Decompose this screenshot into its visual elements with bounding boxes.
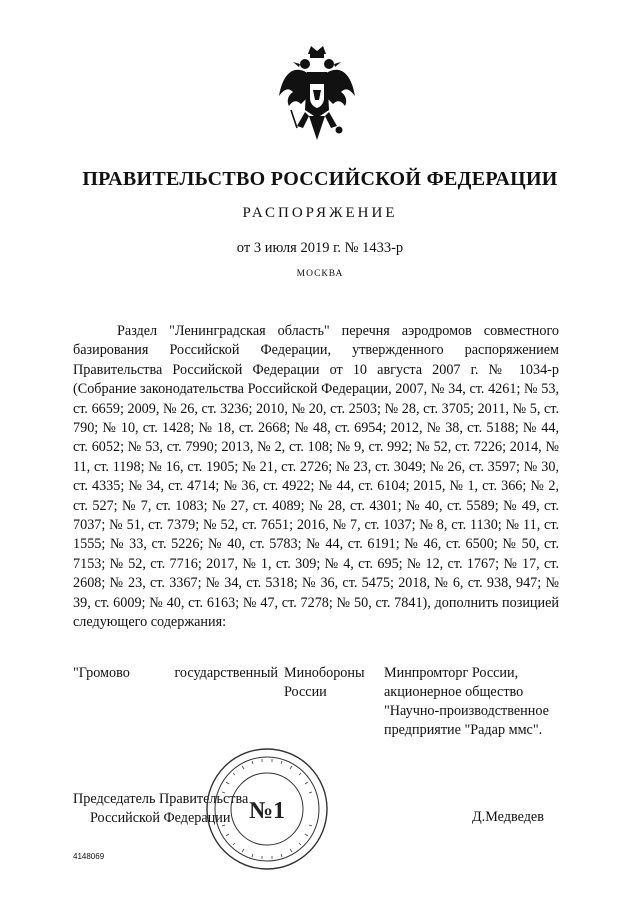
document-date-number: от 3 июля 2019 г. № 1433-р (236, 240, 404, 256)
entry-aerodrome-name: "Громово государственный (73, 665, 278, 681)
signature-name: Д.Медведев (472, 809, 544, 825)
document-code: 4148069 (73, 852, 105, 861)
signature-title-line2: Российской Федерации (90, 810, 231, 826)
official-seal (204, 746, 330, 872)
russian-coat-of-arms-icon (275, 44, 359, 148)
entry-organizations: Минпромторг России, акционерное общество "Научно-производственное предприятие "Радар ммс". (384, 665, 549, 738)
signature-title-line1: Председатель Правительства (73, 791, 249, 807)
government-title: ПРАВИТЕЛЬСТВО РОССИЙСКОЙ ФЕДЕРАЦИИ (82, 168, 558, 190)
document-type: РАСПОРЯЖЕНИЕ (242, 205, 398, 221)
main-paragraph: Раздел "Ленинградская область" перечня аэродромов совместного базирования Российской Федерации, утвержденного распоряжением Правительства Российской Федерации от 10 августа 2007 г. № 1034-р (Собрание законодательства Российской Федерации, 2007, № 34, ст. 4261; № 53, ст. 6659; 2009, № 26, ст. 3236; 2010, № 20, ст. 2503; № 28, ст. 3705; 2011, № 5, ст. 790; № 10, ст. 1428; № 18, ст. 2668; № 48, ст. 6954; 2012, № 38, ст. 5188; № 44, ст. 6052; № 53, ст. 7990; 2013, № 2, ст. 108; № 9, ст. 992; № 52, ст. 7226; 2014, № 11, ст. 1198; № 16, ст. 1905; № 21, ст. 2726; № 23, ст. 3049; № 26, ст. 3597; № 30, ст. 4335; № 34, ст. 4714; № 36, ст. 4922; № 44, ст. 6104; 2015, № 1, ст. 366; № 2, ст. 527; № 7, ст. 1083; № 27, ст. 4089; № 28, ст. 4301; № 40, ст. 5589; № 49, ст. 7037; № 51, ст. 7379; № 52, ст. 7651; 2016, № 7, ст. 1037; № 8, ст. 1130; № 11, ст. 1555; № 33, ст. 5226; № 40, ст. 5783; № 44, ст. 6191; № 46, ст. 6500; № 50, ст. 7153; № 52, ст. 7716; 2017, № 1, ст. 309; № 4, ст. 695; № 12, ст. 1767; № 17, ст. 2608; № 23, ст. 3367; № 34, ст. 5318; № 36, ст. 5475; 2018, № 6, ст. 938, 947; № 39, ст. 6009; № 40, ст. 6163; № 47, ст. 7278; № 50, ст. 7841), дополнить позицией следующего содержания: (73, 323, 559, 631)
document-city: МОСКВА (296, 269, 344, 279)
entry-ministry: Минобороны России (284, 665, 365, 700)
seal-number: №1 (248, 798, 286, 824)
